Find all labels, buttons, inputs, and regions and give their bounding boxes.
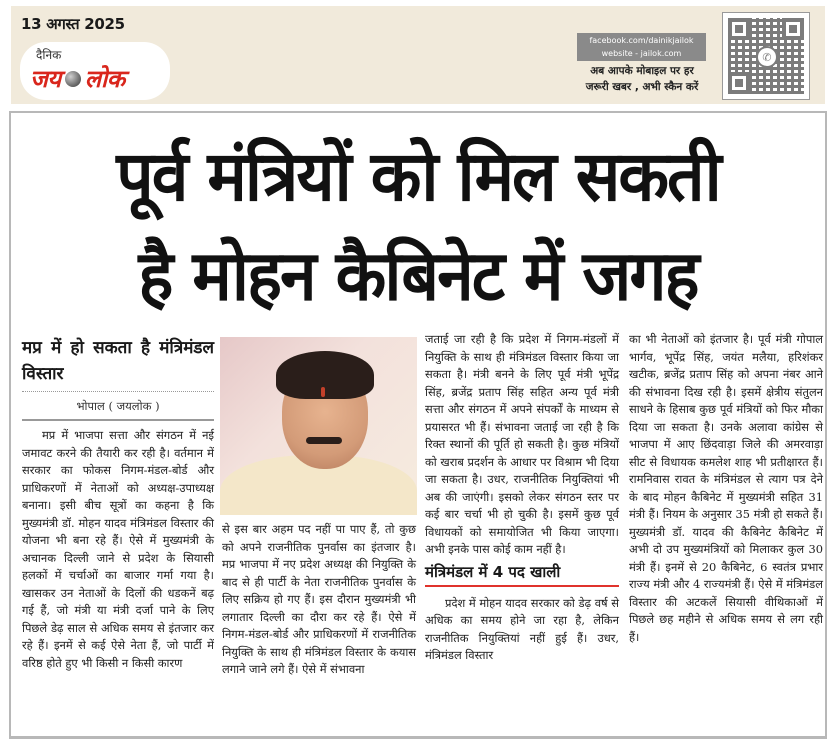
qr-finder-top-left: [728, 18, 750, 40]
column-1-text: मप्र में भाजपा सत्ता और संगठन में नई जमावट करने की तैयारी कर रही है। वर्तमान में सरकार का फोकस निगम-मंडल-बोर्ड और प्राधिकरणों में नेताओं को अध्यक्ष-उपाध्यक्ष बनाना। इसी बीच सूत्रों का कहना है कि मुख्यमंत्री डॉ. मोहन यादव मंत्रिमंडल विस्तार की योजना भी बना रहे हैं। ऐसे में मुख्यमंत्री के अचानक दिल्ली जाने से प्रदेश के सियासी हलकों में चर्चाओं का बाजार गर्मा गया है। खासकर उन नेताओं के दिलों की धडकनें बढ़ गई हैं, जो मंत्री या मंत्री दर्जा पाने के लिए पिछले डेढ़ साल से अधिक समय से इंतजार कर रहे हैं। इनमें से कई ऐसे नेता हैं, जो पार्टी में वरिष्ठ होते हुए भी किसी न किसी कारण: [22, 428, 214, 670]
section-heading: मंत्रिमंडल में 4 पद खाली: [425, 561, 619, 587]
logo-second-word: लोक: [84, 65, 125, 93]
column-4-text: का भी नेताओं को इंतजार है। पूर्व मंत्री गोपाल भार्गव, भूपेंद्र सिंह, जयंत मलैया, हरिशंकर खटीक, ब्रजेंद्र प्रताप सिंह को अपना नंबर आने की संभावना दिख रही है। इसमें क्षेत्रीय संतुलन साधने के हिसाब कुछ पूर्व मंत्रियों को फिर मौका दिया जा सकता है। उनके अलावा कांग्रेस से भाजपा में आए छिंदवाड़ा जिले की अमरवाड़ा सीट से विधायक कमलेश शाह भी प्रतीक्षारत हैं। रामनिवास रावत के मंत्रिमंडल से त्याग पत्र देने के बाद मोहन कैबिनेट में मुख्यमंत्री सहित 31 मंत्री हैं। नियम के अनुसार 35 मंत्री हो सकते हैं। मुख्यमंत्री डॉ. यादव की कैबिनेट कैबिनेट में अभी दो उप मुख्यमंत्रियों को मिलाकर कुल 30 मंत्री हैं। इनमें से 20 कैबिनेट, 6 स्वतंत्र प्रभार राज्य मंत्री और 4 राज्यमंत्री हैं। ऐसे में मंत्रिमंडल विस्तार की अटकलें सियासी वीथिकाओं में पिछले छह महीने से अधिक समय से लग रही हैं।: [629, 332, 823, 644]
article-column-3: [425, 331, 619, 665]
logo-dainik-text: दैनिक: [36, 48, 62, 62]
newspaper-logo[interactable]: [20, 42, 170, 100]
column-3-text-2: प्रदेश में मोहन यादव सरकार को डेढ़ वर्ष से अधिक का समय होने जा रहा है, लेकिन राजनीतिक नियुक्तियां नहीं हुई हैं। उधर, मंत्रिमंडल विस्तार: [425, 595, 619, 662]
article-column-1: [22, 335, 214, 672]
column-2-text: से इस बार अहम पद नहीं पा पाए हैं, तो कुछ को अपने राजनीतिक पुनर्वास का इंतजार है। मप्र भाजपा में नए प्रदेश अध्यक्ष की नियुक्ति के बाद से ही पार्टी के नेता राजनीतिक पुनर्वास के लिए सक्रिय हो गए हैं। इस दौरान मुख्यमंत्री भी लगातार दिल्ली का दौरा कर रहे हैं। ऐसे में निगम-मंडल-बोर्ड और प्राधिकरणों में राजनीतिक नियुक्ति के साथ ही मंत्रिमंडल विस्तार के कयास लगाने जाने लगे हैं। ऐसे में संभावना: [222, 522, 416, 676]
logo-wordmark: [30, 62, 125, 95]
logo-first-word: जय: [30, 65, 61, 93]
article-column-4: [629, 331, 823, 646]
photo-hair: [276, 351, 374, 399]
headline-line-2: है मोहन कैबिनेट में जगह: [138, 235, 698, 317]
portrait-photo: [220, 337, 417, 515]
website-link[interactable]: website - jailok.com: [601, 49, 682, 58]
qr-pattern: [728, 18, 804, 94]
article-column-2: [222, 521, 416, 679]
headline-line-1: पूर्व मंत्रियों को मिल सकती: [116, 135, 720, 217]
scan-prompt-line2: जरूरी खबर , अभी स्कैन करें: [585, 81, 699, 93]
scan-prompt: [574, 63, 710, 95]
facebook-link[interactable]: facebook.com/dainikjailok: [589, 36, 694, 45]
headline: [11, 126, 825, 326]
sub-headline: मप्र में हो सकता है मंत्रिमंडल विस्तार: [22, 335, 214, 392]
social-links-box: [577, 33, 706, 61]
globe-icon: [65, 71, 81, 87]
scan-prompt-line1: अब आपके मोबाइल पर हर: [590, 65, 694, 77]
qr-finder-bottom-left: [728, 72, 750, 94]
dateline: भोपाल ( जयलोक ): [22, 396, 214, 421]
column-3-text: जताई जा रही है कि प्रदेश में निगम-मंडलों में नियुक्ति के साथ ही मंत्रिमंडल विस्तार किया जा सकता है। मंत्री बनने के लिए पूर्व मंत्री भूपेंद्र सिंह, ब्रजेंद्र प्रताप सिंह सहित अन्य पूर्व मंत्री सत्ता और संगठन में अपने संपर्कों के माध्यम से प्रयासरत भी हैं। संभावना जताई जा रही है कि रिक्त स्थानों की पूर्ति हो सकती है। कुछ मंत्रियों को खराब प्रदर्शन के आधार पर विश्राम भी दिया जा सकता है। उधर, राजनीतिक नियुक्तियां भी अब की जाएंगी। इसको लेकर संगठन स्तर पर कई बार चर्चा भी हो चुकी है। इसमें कुछ पूर्व विधायकों को समायोजित भी किया जाएगा। अभी इनके पास कोई काम नहीं है।: [425, 332, 619, 556]
news-article: [9, 111, 827, 739]
qr-finder-top-right: [782, 18, 804, 40]
whatsapp-icon: ✆: [756, 46, 778, 68]
photo-tilak: [321, 387, 325, 397]
qr-code-icon[interactable]: [722, 12, 810, 100]
photo-mustache: [306, 437, 342, 444]
issue-date: 13 अगस्त 2025: [21, 15, 125, 33]
